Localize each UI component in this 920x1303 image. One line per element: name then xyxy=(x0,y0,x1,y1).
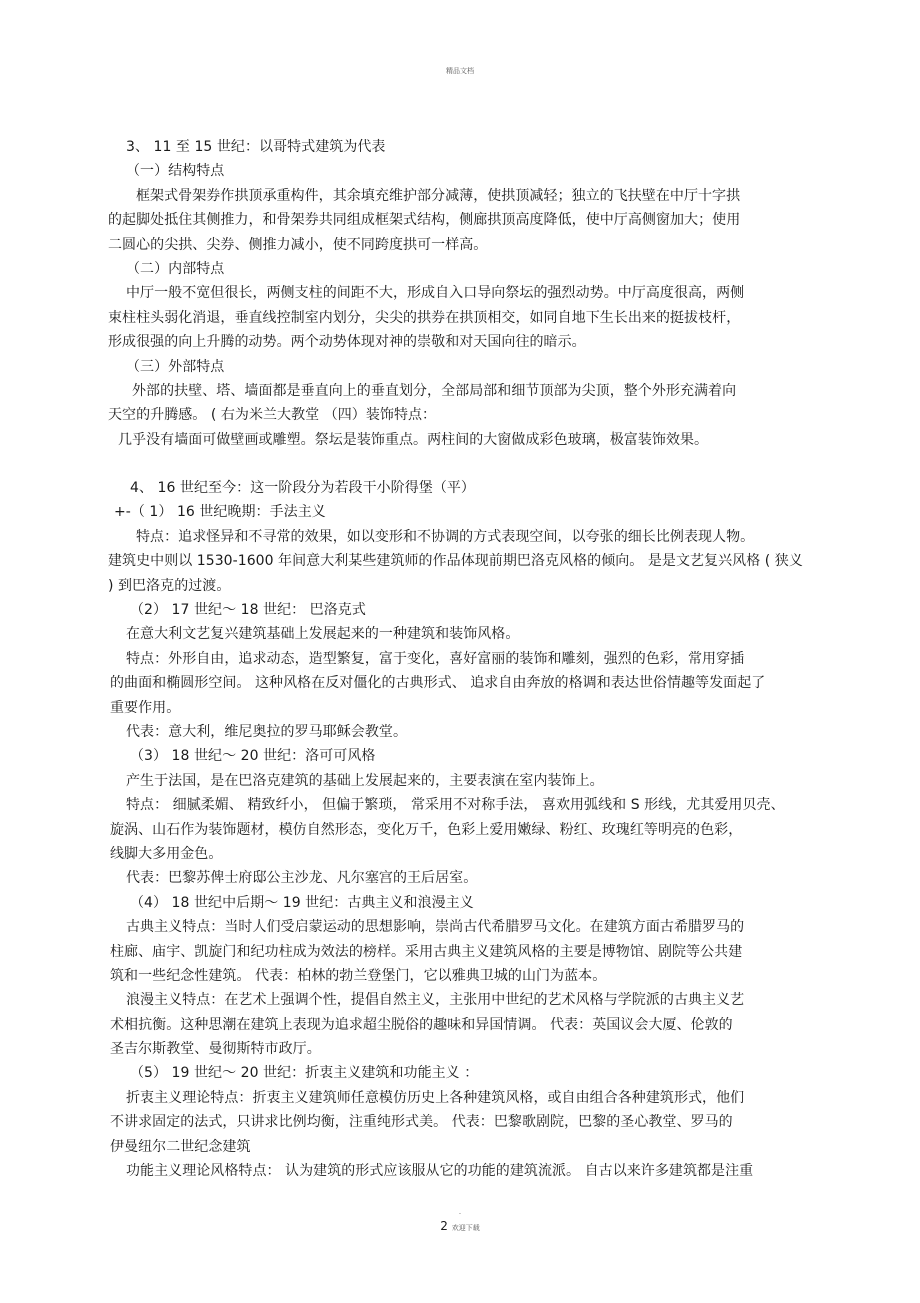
text-line: （2） 17 世纪～ 18 世纪： 巴洛克式 xyxy=(130,602,366,619)
footer-dot: . xyxy=(458,1208,462,1216)
text-line: 框架式骨架券作拱顶承重构件，其余填充维护部分减薄，使拱顶减轻；独立的飞扶壁在中厅十字拱 xyxy=(136,187,741,204)
text-line: 伊曼纽尔二世纪念建筑 xyxy=(110,1138,251,1155)
text-line: （5） 19 世纪～ 20 世纪：折衷主义建筑和功能主义 ： xyxy=(130,1065,479,1082)
text-line: 产生于法国，是在巴洛克建筑的基础上发展起来的，主要表演在室内装饰上。 xyxy=(126,772,604,789)
text-line: 中厅一般不宽但很长，两侧支柱的间距不大，形成自入口导向祭坛的强烈动势。中厅高度很高，两侧 xyxy=(126,285,745,302)
text-line: 代表：巴黎苏俾士府邸公主沙龙、凡尔塞宫的王后居室。 xyxy=(126,870,478,887)
text-line: 筑和一些纪念性建筑。 代表：柏林的勃兰登堡门，它以雅典卫城的山门为蓝本。 xyxy=(110,967,607,984)
text-line: （二）内部特点 xyxy=(126,260,225,277)
text-line: 旋涡、山石作为装饰题材，模仿自然形态，变化万千，色彩上爱用嫩绿、粉红、玫瑰红等明亮的色彩， xyxy=(110,821,743,838)
text-line: 的起脚处抵住其侧推力，和骨架券共同组成框架式结构，侧廊拱顶高度降低，使中厅高侧窗加大；使用 xyxy=(108,212,741,229)
text-line: 外部的扶壁、塔、墙面都是垂直向上的垂直划分，全部局部和细节顶部为尖顶，整个外形充满着向 xyxy=(132,382,737,399)
text-line: 代表：意大利，维尼奥拉的罗马耶稣会教堂。 xyxy=(126,723,407,740)
text-line: 二圆心的尖拱、尖券、侧推力减小，使不同跨度拱可一样高。 xyxy=(108,236,488,253)
text-line: 的曲面和椭圆形空间。 这种风格在反对僵化的古典形式、 追求自由奔放的格调和表达世俗情趣等发面起了 xyxy=(110,675,766,692)
text-line: 特点：追求怪异和不寻常的效果，如以变形和不协调的方式表现空间，以夸张的细长比例表现人物。 xyxy=(136,528,755,545)
text-line: 重要作用。 xyxy=(110,699,181,716)
text-line: 浪漫主义特点：在艺术上强调个性，提倡自然主义，主张用中世纪的艺术风格与学院派的古典主义艺 xyxy=(126,992,745,1009)
text-line: 建筑史中则以 1530-1600 年间意大利某些建筑师的作品体现前期巴洛克风格的倾向。 是是文艺复兴风格 ( 狭义 xyxy=(108,553,803,570)
text-line: 特点： 细腻柔媚、 精致纤小， 但偏于繁琐， 常采用不对称手法， 喜欢用弧线和 S 形线，尤其爱用贝壳、 xyxy=(126,797,785,814)
text-line: 古典主义特点：当时人们受启蒙运动的思想影响，崇尚古代希腊罗马文化。在建筑方面古希腊罗马的 xyxy=(126,919,745,936)
text-line: 几乎没有墙面可做壁画或雕塑。祭坛是装饰重点。两柱间的大窗做成彩色玻璃，极富装饰效果。 xyxy=(118,431,709,448)
text-line: 4、 16 世纪至今：这一阶段分为若段干小阶得堡（平） xyxy=(130,480,475,497)
text-line: 功能主义理论风格特点： 认为建筑的形式应该服从它的功能的建筑流派。 自古以来许多建筑都是注重 xyxy=(126,1163,754,1180)
text-line: 束柱柱头弱化消退，垂直线控制室内划分，尖尖的拱券在拱顶相交，如同自地下生长出来的挺拔枝杆， xyxy=(108,309,741,326)
text-line: 3、 11 至 15 世纪：以哥特式建筑为代表 xyxy=(126,139,386,155)
text-line: 特点：外形自由，追求动态，造型繁复，富于变化，喜好富丽的装饰和雕刻，强烈的色彩，常用穿插 xyxy=(126,650,745,667)
page-number: 2 xyxy=(440,1219,448,1233)
page-footer xyxy=(0,1219,920,1233)
text-line: 不讲求固定的法式，只讲求比例均衡，注重纯形式美。 代表：巴黎歌剧院，巴黎的圣心教堂、罗马的 xyxy=(110,1114,733,1131)
text-line: 在意大利文艺复兴建筑基础上发展起来的一种建筑和装饰风格。 xyxy=(126,626,520,643)
text-line: 柱廊、庙宇、凯旋门和纪功柱成为效法的榜样。采用古典主义建筑风格的主要是博物馆、剧院等公共建 xyxy=(110,943,743,960)
blank-line xyxy=(108,452,820,476)
text-line: 折衷主义理论特点：折衷主义建筑师任意模仿历史上各种建筑风格，或自由组合各种建筑形式，他们 xyxy=(126,1089,745,1106)
text-line: 圣吉尔斯教堂、曼彻斯特市政厅。 xyxy=(110,1041,321,1058)
text-line: 形成很强的向上升腾的动势。两个动势体现对神的崇敬和对天国向往的暗示。 xyxy=(108,334,586,351)
text-line: （3） 18 世纪～ 20 世纪：洛可可风格 xyxy=(130,748,376,765)
text-line: （一）结构特点 xyxy=(126,163,225,180)
footer-note: 欢迎下载 xyxy=(451,1224,480,1232)
text-line: ) 到巴洛克的过渡。 xyxy=(108,577,231,594)
page-header: 精品文档 xyxy=(446,67,474,75)
text-line: 线脚大多用金色。 xyxy=(110,845,223,862)
text-line: +-（ 1） 16 世纪晚期：手法主义 xyxy=(114,504,326,521)
text-line: 天空的升腾感。 ( 右为米兰大教堂 （四）装饰特点： xyxy=(108,407,437,424)
text-line: （4） 18 世纪中后期～ 19 世纪：古典主义和浪漫主义 xyxy=(130,894,474,911)
document-body xyxy=(108,135,820,1183)
text-line: 术相抗衡。这种思潮在建筑上表现为追求超尘脱俗的趣味和异国情调。 代表：英国议会大厦、伦敦的 xyxy=(110,1016,733,1033)
text-line: （三）外部特点 xyxy=(126,358,225,375)
